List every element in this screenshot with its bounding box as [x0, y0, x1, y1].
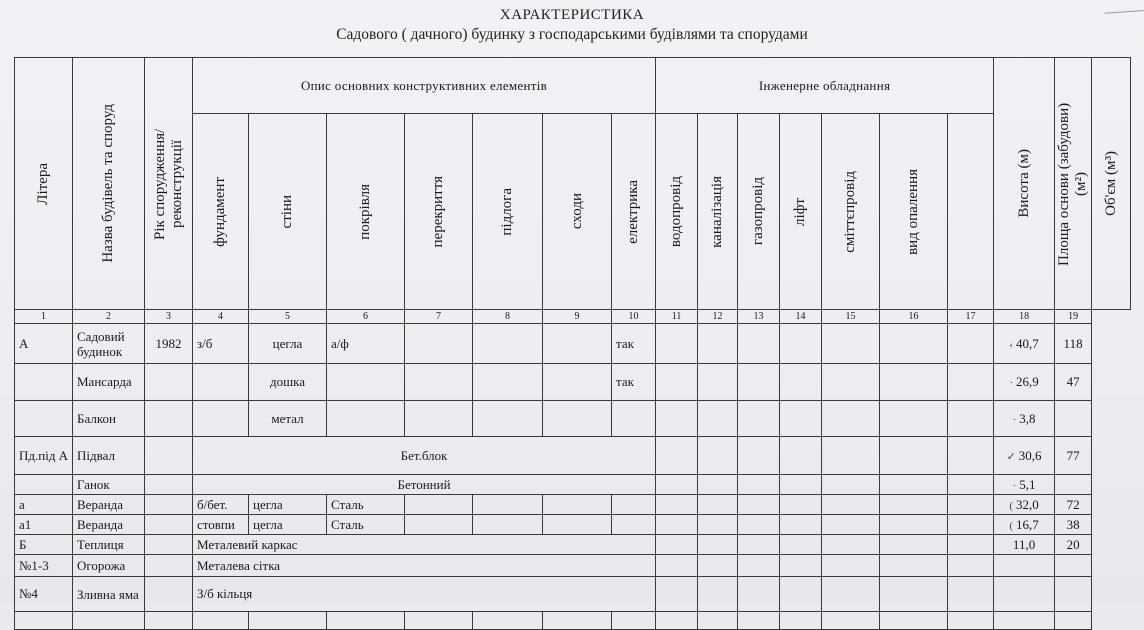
cell-name: Ганок — [73, 475, 145, 495]
cell-litera: А — [15, 324, 73, 364]
col-number: 8 — [473, 310, 543, 324]
col-header-water: водопровід — [656, 114, 698, 310]
table-row — [15, 364, 1131, 401]
col-header-lift: ліфт — [780, 114, 822, 310]
cell-foundation: стовпи — [193, 515, 249, 535]
cell-volume: 38 — [1055, 515, 1092, 535]
cell-area: ✓ 30,6 — [994, 437, 1055, 475]
col-number: 1 — [15, 310, 73, 324]
cell-name: Веранда — [73, 515, 145, 535]
cell-roof: Сталь — [327, 495, 405, 515]
cell-roof: Сталь — [327, 515, 405, 535]
cell-roof: а/ф — [327, 324, 405, 364]
col-number: 5 — [249, 310, 327, 324]
group-header-engineering: Інженерне обладнання — [656, 58, 994, 114]
characteristics-table — [14, 57, 1131, 630]
cell-construction-span: Бет.блок — [193, 437, 656, 475]
table-row — [15, 495, 1131, 515]
col-header-area: Площа основи (забудови) (м²) — [1055, 58, 1092, 310]
col-number: 19 — [1055, 310, 1092, 324]
cell-litera: Пд.під А — [15, 437, 73, 475]
col-header-foundation: фундамент — [193, 114, 249, 310]
brace-mark: ( — [1009, 519, 1014, 532]
col-number: 14 — [780, 310, 822, 324]
col-number: 13 — [738, 310, 780, 324]
cell-name: Мансарда — [73, 364, 145, 401]
table-row — [15, 535, 1131, 555]
table-row — [15, 437, 1131, 475]
cell-name: Зливна яма — [73, 577, 145, 612]
cell-walls: метал — [249, 401, 327, 437]
col-number: 7 — [405, 310, 473, 324]
cell-litera: а1 — [15, 515, 73, 535]
col-header-garbage-chute: сміттєпровід — [822, 114, 880, 310]
col-header-gas: газопровід — [738, 114, 780, 310]
cell-year: 1982 — [145, 324, 193, 364]
column-numbers-row — [15, 310, 1131, 324]
table-row — [15, 555, 1131, 577]
table-row — [15, 577, 1131, 612]
col-header-roof: покрівля — [327, 114, 405, 310]
cell-construction-span: З/б кільця — [193, 577, 656, 612]
col-number: 15 — [822, 310, 880, 324]
cell-electricity: так — [612, 364, 656, 401]
col-number: 4 — [193, 310, 249, 324]
col-header-heating: вид опалення — [880, 114, 948, 310]
check-mark: ‹ — [1009, 338, 1014, 351]
cell-litera: а — [15, 495, 73, 515]
cell-name: Садовий будинок — [73, 324, 145, 364]
col-number: 9 — [543, 310, 612, 324]
cell-walls: дошка — [249, 364, 327, 401]
cell-area: ( 32,0 — [994, 495, 1055, 515]
col-header-name: Назва будівель та споруд — [73, 58, 145, 310]
cell-area: · 5,1 — [994, 475, 1055, 495]
col-number: 16 — [880, 310, 948, 324]
cell-name: Балкон — [73, 401, 145, 437]
cell-area: · 3,8 — [994, 401, 1055, 437]
cell-name: Огорожа — [73, 555, 145, 577]
col-header-walls: стіни — [249, 114, 327, 310]
cell-litera: №4 — [15, 577, 73, 612]
col-header-floor: підлога — [473, 114, 543, 310]
col-header-electricity: електрика — [612, 114, 656, 310]
col-header-floors-ceiling: перекриття — [405, 114, 473, 310]
cell-construction-span: Металева сітка — [193, 555, 656, 577]
cell-litera: Б — [15, 535, 73, 555]
check-mark: ✓ — [1006, 450, 1016, 463]
document-title: ХАРАКТЕРИСТИКА — [499, 7, 645, 23]
table-row — [15, 515, 1131, 535]
col-header-volume: Об'єм (м³) — [1092, 58, 1131, 310]
cell-area: ‹ 40,7 — [994, 324, 1055, 364]
brace-mark: ( — [1009, 499, 1014, 512]
col-number: 3 — [145, 310, 193, 324]
table-row — [15, 401, 1131, 437]
col-header-litera: Літера — [15, 58, 73, 310]
col-header-stairs: сходи — [543, 114, 612, 310]
table-row — [15, 324, 1131, 364]
cell-volume: 77 — [1055, 437, 1092, 475]
col-number: 2 — [73, 310, 145, 324]
col-number: 12 — [698, 310, 738, 324]
header-row-groups — [15, 58, 1131, 114]
cell-walls: цегла — [249, 495, 327, 515]
col-number: 11 — [656, 310, 698, 324]
col-header-height: Висота (м) — [994, 58, 1055, 310]
check-mark: · — [1009, 377, 1014, 389]
document-subtitle: Садового ( дачного) будинку з господарськими будівлями та спорудами — [336, 26, 808, 43]
check-mark: · — [1012, 479, 1017, 492]
cell-name: Веранда — [73, 495, 145, 515]
col-header-year: Рік спорудження/ реконструкції — [145, 58, 193, 310]
cell-volume: 20 — [1055, 535, 1092, 555]
cell-litera: №1-3 — [15, 555, 73, 577]
cell-area: · 26,9 — [994, 364, 1055, 401]
cell-name: Підвал — [73, 437, 145, 475]
cell-area: ( 16,7 — [994, 515, 1055, 535]
cell-volume: 47 — [1055, 364, 1092, 401]
check-mark: · — [1012, 413, 1017, 426]
cell-electricity: так — [612, 324, 656, 364]
col-number: 17 — [948, 310, 994, 324]
cell-foundation: б/бет. — [193, 495, 249, 515]
cell-walls: цегла — [249, 324, 327, 364]
group-header-construction: Опис основних конструктивних елементів — [193, 58, 656, 114]
cell-construction-span: Бетонний — [193, 475, 656, 495]
cell-name: Теплиця — [73, 535, 145, 555]
col-header-sewage: каналізація — [698, 114, 738, 310]
cell-volume: 118 — [1055, 324, 1092, 364]
table-row — [15, 475, 1131, 495]
col-number: 18 — [994, 310, 1055, 324]
cell-walls: цегла — [249, 515, 327, 535]
col-number: 10 — [612, 310, 656, 324]
table-row-empty — [15, 612, 1131, 630]
cell-foundation: з/б — [193, 324, 249, 364]
col-number: 6 — [327, 310, 405, 324]
cell-area: 11,0 — [994, 535, 1055, 555]
cell-construction-span: Металевий каркас — [193, 535, 656, 555]
cell-volume: 72 — [1055, 495, 1092, 515]
